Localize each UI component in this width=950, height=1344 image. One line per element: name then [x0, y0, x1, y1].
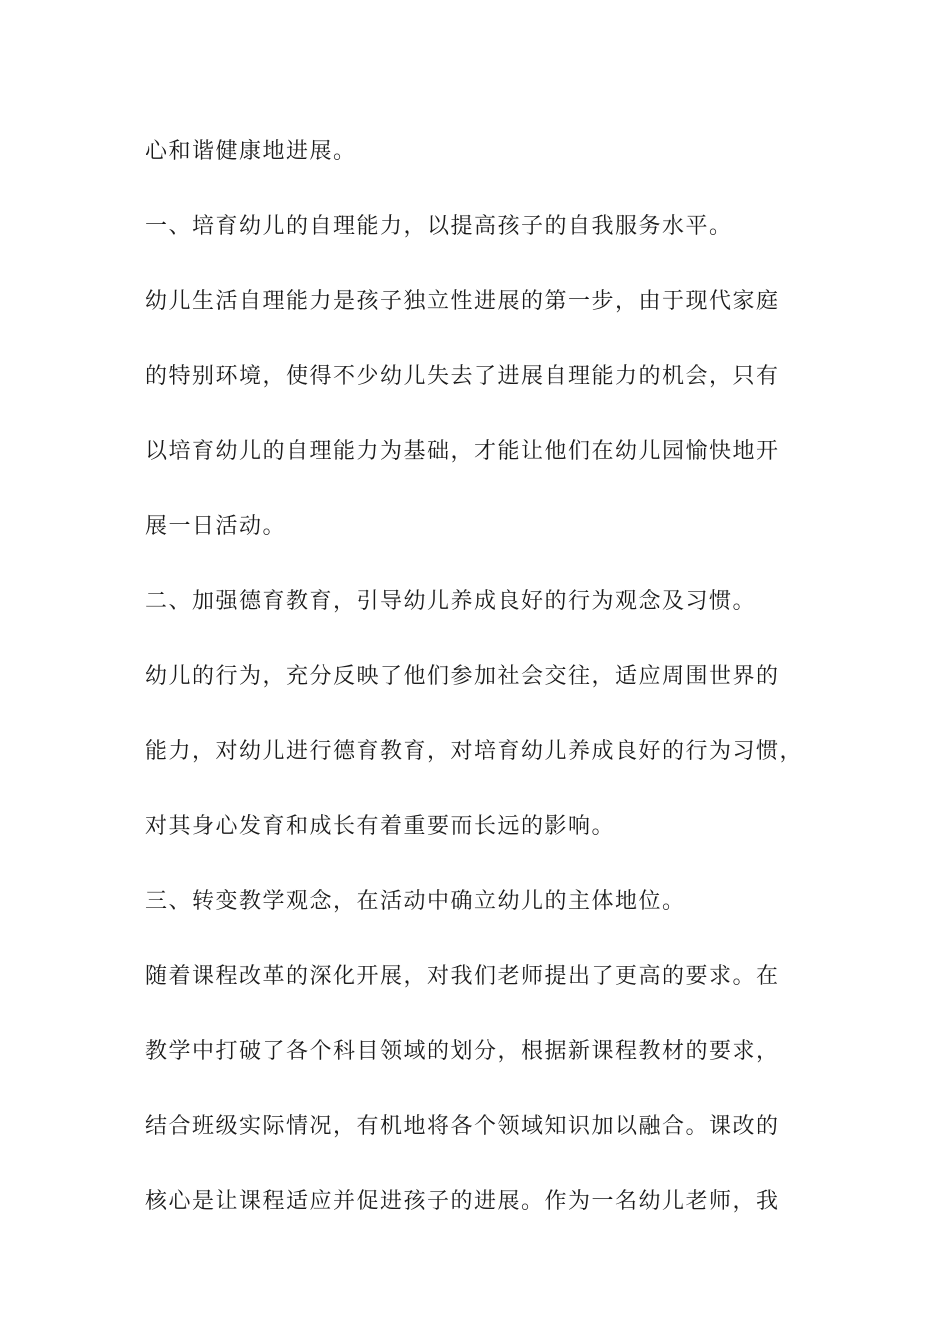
- text-line: 幼儿生活自理能力是孩子独立性进展的第一步，由于现代家庭: [145, 289, 780, 314]
- text-line: 核心是让课程适应并促进孩子的进展。作为一名幼儿老师，我: [145, 1189, 780, 1214]
- text-line: 幼儿的行为，充分反映了他们参加社会交往，适应周围世界的: [145, 664, 780, 689]
- text-line: 对其身心发育和成长有着重要而长远的影响。: [145, 814, 616, 839]
- text-line: 以培育幼儿的自理能力为基础，才能让他们在幼儿园愉快地开: [145, 439, 780, 464]
- document-body: [145, 132, 825, 1257]
- text-line: 能力，对幼儿进行德育教育，对培育幼儿养成良好的行为习惯，: [145, 739, 804, 764]
- text-line: 心和谐健康地进展。: [145, 139, 357, 164]
- section-heading: 一、培育幼儿的自理能力，以提高孩子的自我服务水平。: [145, 214, 733, 239]
- text-line: 教学中打破了各个科目领域的划分，根据新课程教材的要求，: [145, 1039, 780, 1064]
- section-heading: 三、转变教学观念，在活动中确立幼儿的主体地位。: [145, 889, 686, 914]
- text-line: 展一日活动。: [145, 514, 287, 539]
- section-heading: 二、加强德育教育，引导幼儿养成良好的行为观念及习惯。: [145, 589, 757, 614]
- text-line: 随着课程改革的深化开展，对我们老师提出了更高的要求。在: [145, 964, 780, 989]
- text-line: 的特别环境，使得不少幼儿失去了进展自理能力的机会，只有: [145, 364, 780, 389]
- text-line: 结合班级实际情况，有机地将各个领域知识加以融合。课改的: [145, 1114, 780, 1139]
